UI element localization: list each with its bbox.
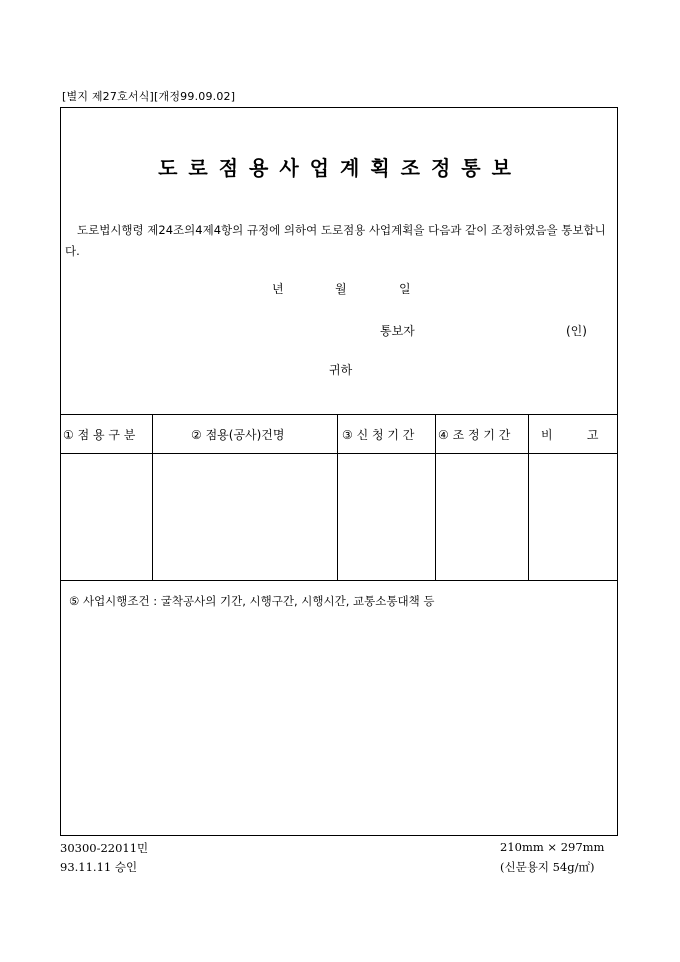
- form-number: 30300-22011민: [60, 841, 149, 855]
- col-header-remarks: 비 고: [541, 428, 599, 442]
- column-divider: [435, 414, 436, 580]
- col-header-request-period: ③ 신 청 기 간: [342, 428, 415, 442]
- approval-date: 93.11.11 승인: [60, 860, 138, 874]
- notifier-label: 통보자: [380, 324, 415, 338]
- col-header-adjusted-period: ④ 조 정 기 간: [438, 428, 511, 442]
- paper-type: (신문용지 54g/㎡): [500, 860, 595, 874]
- column-divider: [528, 414, 529, 580]
- date-day-label: 일: [399, 282, 411, 296]
- column-divider: [337, 414, 338, 580]
- form-frame: [60, 107, 618, 836]
- table-top-border: [61, 414, 617, 415]
- seal-label: (인): [566, 324, 587, 338]
- table-header-bottom-border: [61, 453, 617, 454]
- table-bottom-border: [61, 580, 617, 581]
- date-year-label: 년: [272, 282, 284, 296]
- column-divider: [152, 414, 153, 580]
- date-month-label: 월: [335, 282, 347, 296]
- intro-text: 도로법시행령 제24조의4제4항의 규정에 의하여 도로점용 사업계획을 다음과 같이 조정하였음을 통보합니다.: [65, 223, 606, 258]
- col-header-usage-type: ① 점 용 구 분: [63, 428, 136, 442]
- col-header-work-name: ② 점용(공사)건명: [191, 428, 285, 442]
- recipient-suffix: 귀하: [329, 363, 353, 377]
- document-title: 도로점용사업계획조정통보: [158, 156, 522, 180]
- conditions-text: ⑤ 사업시행조건 : 굴착공사의 기간, 시행구간, 시행시간, 교통소통대책 등: [69, 594, 435, 608]
- form-label: [별지 제27호서식][개정99.09.02]: [62, 90, 236, 103]
- paper-size: 210mm × 297mm: [500, 840, 605, 854]
